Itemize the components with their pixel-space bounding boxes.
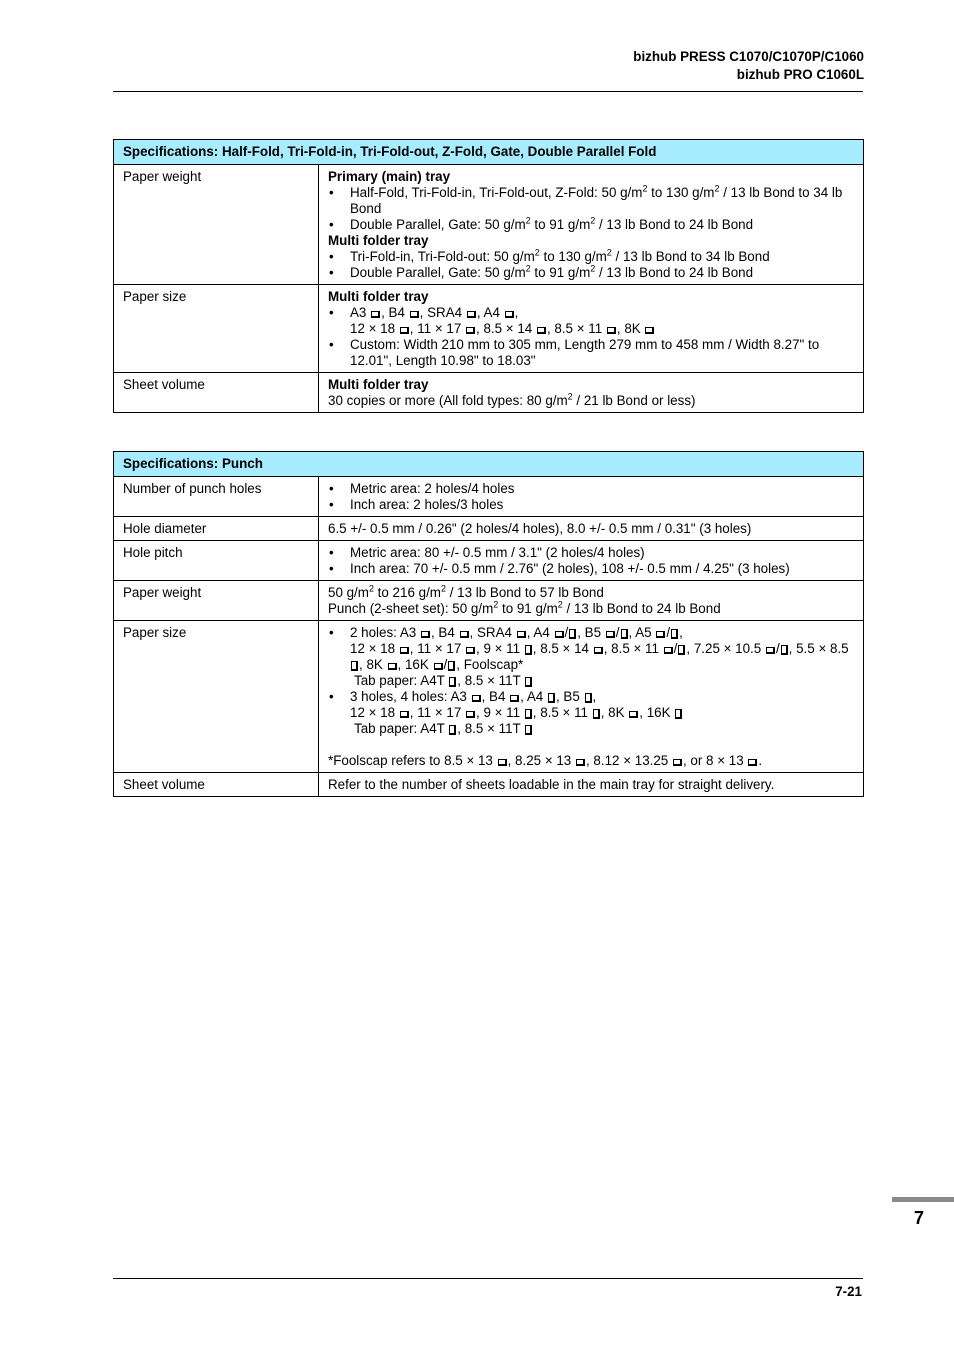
landscape-feed-icon	[410, 311, 419, 318]
landscape-feed-icon	[664, 647, 673, 654]
row-label: Paper weight	[114, 165, 319, 285]
value-text: 50 $g/m^2$ to 216 $g/m^2 / 13$ lb Bond to 57 lb Bond	[328, 583, 604, 600]
portrait-feed-icon	[448, 661, 455, 671]
landscape-feed-icon	[388, 663, 397, 670]
footnote: *Foolscap refers to 8.5 × 13 , 8.25 × 13 , 8.12 × 13.25 , or 8 × 13 .	[328, 753, 763, 768]
landscape-feed-icon	[645, 327, 654, 334]
landscape-feed-icon	[434, 663, 443, 670]
table-row	[114, 373, 864, 413]
landscape-feed-icon	[606, 631, 615, 638]
landscape-feed-icon	[537, 327, 546, 334]
bullet-list	[328, 305, 854, 369]
row-value	[319, 621, 864, 773]
landscape-feed-icon	[555, 631, 564, 638]
page-number: 7-21	[835, 1284, 862, 1299]
landscape-feed-icon	[467, 311, 476, 318]
portrait-feed-icon	[678, 645, 685, 655]
list-item	[328, 689, 854, 737]
landscape-feed-icon	[629, 711, 638, 718]
list-item: • Metric area: 80 +/- 0.5 mm / 3.1" (2 holes/4 holes)	[328, 545, 854, 561]
punch-specifications-table	[113, 451, 864, 797]
landscape-feed-icon	[656, 631, 665, 638]
row-value	[319, 165, 864, 285]
landscape-feed-icon	[673, 759, 682, 766]
header-model-line1: bizhub PRESS C1070/C1070P/C1060	[633, 49, 864, 64]
portrait-feed-icon	[351, 661, 358, 671]
list-item	[328, 305, 854, 337]
size-line: • 2 holes: A3 , B4 , SRA4 , A4 / , B5 / , A5 / ,	[350, 625, 683, 640]
landscape-feed-icon	[607, 327, 616, 334]
table-row	[114, 285, 864, 373]
table-row	[114, 581, 864, 621]
table-row	[114, 541, 864, 581]
table-title: Specifications: Half-Fold, Tri-Fold-in, Tri-Fold-out, Z-Fold, Gate, Double Parallel Fold	[114, 140, 864, 165]
row-value: Refer to the number of sheets loadable in the main tray for straight delivery.	[319, 773, 864, 797]
row-label: Paper size	[114, 621, 319, 773]
table-row	[114, 621, 864, 773]
portrait-feed-icon	[569, 629, 576, 639]
table-row	[114, 517, 864, 541]
row-value: 6.5 +/- 0.5 mm / 0.26" (2 holes/4 holes), 8.0 +/- 0.5 mm / 0.31" (3 holes)	[319, 517, 864, 541]
row-label: Paper size	[114, 285, 319, 373]
bullet-list	[328, 545, 854, 577]
list-item: • Tri-Fold-in, Tri-Fold-out: 50 $g/m^2$ to 130 $g/m^2 / 13$ lb Bond to 34 lb Bond	[328, 249, 854, 265]
landscape-feed-icon	[466, 327, 475, 334]
landscape-feed-icon	[400, 711, 409, 718]
table-row	[114, 165, 864, 285]
value-text: 30 copies or more (All fold types: 80 $g/m^2 / 21$ lb Bond or less)	[328, 391, 696, 408]
landscape-feed-icon	[498, 759, 507, 766]
list-item	[328, 625, 854, 689]
bullet-list	[328, 481, 854, 513]
table-row	[114, 477, 864, 517]
portrait-feed-icon	[621, 629, 628, 639]
list-item: • Inch area: 2 holes/3 holes	[328, 497, 854, 513]
table-title: Specifications: Punch	[114, 452, 864, 477]
size-line: • 3 holes, 4 holes: A3 , B4 , A4 , B5 ,	[350, 689, 597, 704]
size-line: 12 × 18 , 11 × 17 , 9 × 11 , 8.5 × 11 , 8K , 16K	[350, 705, 854, 721]
landscape-feed-icon	[594, 647, 603, 654]
list-item: • Half-Fold, Tri-Fold-in, Tri-Fold-out, Z-Fold: 50 $g/m^2$ to 130 $g/m^2 / 13$ lb Bond to 34 lb Bond	[328, 185, 854, 217]
chapter-number: 7	[914, 1208, 925, 1228]
size-line: 12 × 18 , 11 × 17 , 8.5 × 14 , 8.5 × 11 , 8K	[350, 321, 854, 337]
tab-paper-line: Tab paper: A4T , 8.5 × 11T	[350, 673, 854, 689]
subheading: Multi folder tray	[328, 377, 429, 392]
table-title-row	[114, 452, 864, 477]
portrait-feed-icon	[525, 709, 532, 719]
portrait-feed-icon	[525, 725, 532, 735]
portrait-feed-icon	[525, 645, 532, 655]
portrait-feed-icon	[675, 709, 682, 719]
subheading: Multi folder tray	[328, 233, 429, 248]
portrait-feed-icon	[449, 677, 456, 687]
landscape-feed-icon	[472, 695, 481, 702]
list-item: • Double Parallel, Gate: 50 $g/m^2$ to 91 $g/m^2 / 13$ lb Bond to 24 lb Bond	[328, 217, 854, 233]
landscape-feed-icon	[400, 647, 409, 654]
size-line: • A3 , B4 , SRA4 , A4 ,	[350, 305, 519, 320]
row-label: Sheet volume	[114, 373, 319, 413]
portrait-feed-icon	[525, 677, 532, 687]
list-item: • Metric area: 2 holes/4 holes	[328, 481, 854, 497]
fold-specifications-table	[113, 139, 864, 413]
portrait-feed-icon	[548, 693, 555, 703]
portrait-feed-icon	[593, 709, 600, 719]
running-header	[633, 48, 864, 84]
row-label: Hole diameter	[114, 517, 319, 541]
table-row	[114, 773, 864, 797]
row-value	[319, 285, 864, 373]
spacer	[328, 737, 854, 753]
landscape-feed-icon	[466, 647, 475, 654]
portrait-feed-icon	[781, 645, 788, 655]
footer-divider	[113, 1278, 863, 1279]
landscape-feed-icon	[466, 711, 475, 718]
list-item: • Double Parallel, Gate: 50 $g/m^2$ to 91 $g/m^2 / 13$ lb Bond to 24 lb Bond	[328, 265, 854, 281]
subheading: Primary (main) tray	[328, 169, 451, 184]
portrait-feed-icon	[449, 725, 456, 735]
portrait-feed-icon	[671, 629, 678, 639]
row-value	[319, 581, 864, 621]
landscape-feed-icon	[748, 759, 757, 766]
landscape-feed-icon	[517, 631, 526, 638]
size-line: 12 × 18 , 11 × 17 , 9 × 11 , 8.5 × 14 , 8.5 × 11 / , 7.25 × 10.5 / , 5.5 × 8.5 , 8K , 16K / , Foolscap*	[350, 641, 849, 672]
landscape-feed-icon	[510, 695, 519, 702]
landscape-feed-icon	[400, 327, 409, 334]
landscape-feed-icon	[371, 311, 380, 318]
list-item: • Inch area: 70 +/- 0.5 mm / 2.76" (2 holes), 108 +/- 0.5 mm / 4.25" (3 holes)	[328, 561, 854, 577]
list-item: • Custom: Width 210 mm to 305 mm, Length 279 mm to 458 mm / Width 8.27" to 12.01", Length 10.98" to 18.03"	[328, 337, 854, 369]
row-value	[319, 373, 864, 413]
row-label: Hole pitch	[114, 541, 319, 581]
landscape-feed-icon	[505, 311, 514, 318]
header-model-line2: bizhub PRO C1060L	[736, 67, 864, 82]
row-label: Paper weight	[114, 581, 319, 621]
row-label: Sheet volume	[114, 773, 319, 797]
bullet-list	[328, 249, 854, 281]
landscape-feed-icon	[421, 631, 430, 638]
landscape-feed-icon	[576, 759, 585, 766]
row-label: Number of punch holes	[114, 477, 319, 517]
header-divider	[113, 91, 863, 92]
tab-paper-line: Tab paper: A4T , 8.5 × 11T	[350, 721, 854, 737]
portrait-feed-icon	[585, 693, 592, 703]
value-text: Punch (2-sheet set): 50 $g/m^2$ to 91 $g/m^2 / 13$ lb Bond to 24 lb Bond	[328, 599, 721, 616]
chapter-tab-bar	[892, 1197, 954, 1202]
bullet-list	[328, 185, 854, 233]
table-title-row	[114, 140, 864, 165]
row-value	[319, 477, 864, 517]
row-value	[319, 541, 864, 581]
bullet-list	[328, 625, 854, 737]
landscape-feed-icon	[766, 647, 775, 654]
landscape-feed-icon	[460, 631, 469, 638]
subheading: Multi folder tray	[328, 289, 429, 304]
